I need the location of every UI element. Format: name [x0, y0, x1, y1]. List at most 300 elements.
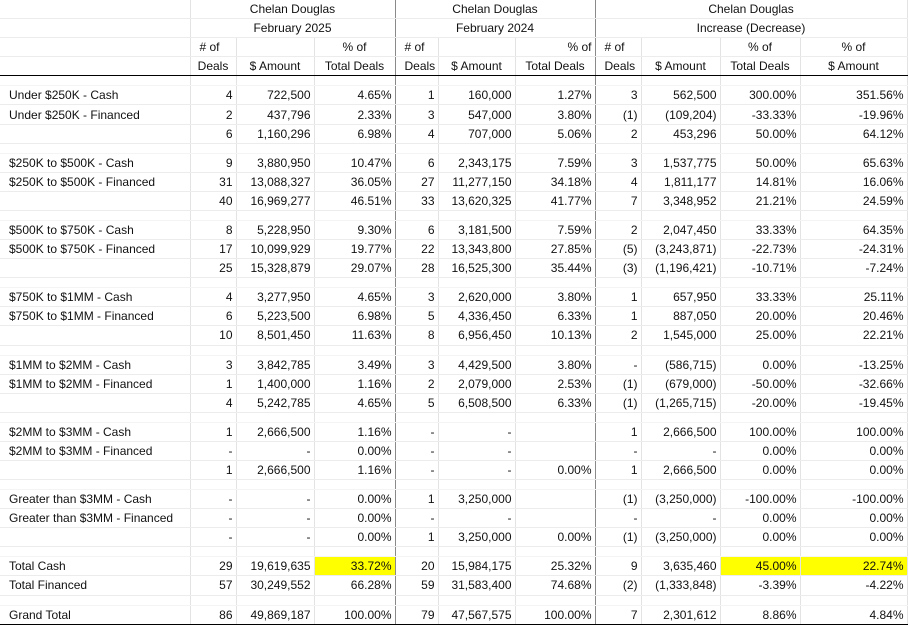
cell-value: -	[395, 422, 438, 441]
cell-value: -7.24%	[800, 259, 907, 278]
cell-value: 887,050	[641, 307, 720, 326]
cell-value: 7	[595, 605, 641, 624]
cell-value: 437,796	[236, 105, 314, 124]
cell-value: 1,160,296	[236, 124, 314, 143]
cell-value: 351.56%	[800, 86, 907, 105]
cell-value: 15,328,879	[236, 259, 314, 278]
cell-value: -	[595, 441, 641, 460]
cell-value: 49,869,187	[236, 605, 314, 624]
subtotal-row	[0, 191, 907, 210]
cell-value: -	[595, 509, 641, 528]
cell-value: 11,277,150	[438, 172, 515, 191]
cell-value: 64.35%	[800, 220, 907, 239]
cell-value: 0.00%	[314, 441, 395, 460]
col-header: # of	[395, 38, 438, 57]
cell-value: 547,000	[438, 105, 515, 124]
spacer-row	[0, 210, 907, 220]
row-label	[0, 191, 190, 210]
cell-value: -	[236, 490, 314, 509]
cell-value: 4	[595, 172, 641, 191]
cell-value: 2	[595, 326, 641, 345]
cell-value: 1	[595, 422, 641, 441]
subtotal-row	[0, 259, 907, 278]
cell-value: 45.00%	[720, 557, 800, 576]
row-label: $750K to $1MM - Financed	[0, 307, 190, 326]
col-header: % of	[515, 38, 595, 57]
cell-value: -3.39%	[720, 576, 800, 595]
cell-value: 1,811,177	[641, 172, 720, 191]
cell-value: 100.00%	[314, 605, 395, 624]
cell-value: -100.00%	[800, 490, 907, 509]
cell-value: 10	[190, 326, 236, 345]
cell-value: 50.00%	[720, 153, 800, 172]
cell-value: -13.25%	[800, 355, 907, 374]
cell-value: 15,984,175	[438, 557, 515, 576]
spacer-row	[0, 547, 907, 557]
cell-value: 1.27%	[515, 86, 595, 105]
row-label	[0, 124, 190, 143]
table-row	[0, 172, 907, 191]
cell-value: 6,956,450	[438, 326, 515, 345]
cell-value: -	[236, 509, 314, 528]
table-row	[0, 86, 907, 105]
row-label: $250K to $500K - Cash	[0, 153, 190, 172]
cell-value: 1.16%	[314, 422, 395, 441]
cell-value: 4,429,500	[438, 355, 515, 374]
row-label: Total Cash	[0, 557, 190, 576]
row-label: $1MM to $2MM - Financed	[0, 374, 190, 393]
cell-value: 2	[595, 124, 641, 143]
cell-value: 4.65%	[314, 288, 395, 307]
spacer-row	[0, 278, 907, 288]
cell-value: 28	[395, 259, 438, 278]
cell-value: 1	[395, 528, 438, 547]
table-row	[0, 490, 907, 509]
cell-value: 7.59%	[515, 220, 595, 239]
table-row	[0, 374, 907, 393]
cell-value: (3,250,000)	[641, 528, 720, 547]
cell-value: (2)	[595, 576, 641, 595]
cell-value: 5	[395, 393, 438, 412]
cell-value: 2,666,500	[641, 460, 720, 479]
cell-value: 5,223,500	[236, 307, 314, 326]
cell-value	[515, 509, 595, 528]
cell-value: 0.00%	[720, 509, 800, 528]
cell-value: 36.05%	[314, 172, 395, 191]
cell-value: 31	[190, 172, 236, 191]
cell-value: 64.12%	[800, 124, 907, 143]
col-header: % of	[314, 38, 395, 57]
cell-value: 57	[190, 576, 236, 595]
cell-value: 13,620,325	[438, 191, 515, 210]
cell-value: -	[438, 441, 515, 460]
row-label: Under $250K - Financed	[0, 105, 190, 124]
cell-value: 3	[190, 355, 236, 374]
cell-value: (1)	[595, 528, 641, 547]
cell-value: (3)	[595, 259, 641, 278]
cell-value: 8	[395, 326, 438, 345]
cell-value: (1)	[595, 490, 641, 509]
row-label	[0, 460, 190, 479]
cell-value: 6.98%	[314, 307, 395, 326]
cell-value: 1,537,775	[641, 153, 720, 172]
cell-value: 1	[595, 460, 641, 479]
cell-value: 3,635,460	[641, 557, 720, 576]
cell-value: 4.65%	[314, 393, 395, 412]
row-label: $500K to $750K - Cash	[0, 220, 190, 239]
row-label	[0, 393, 190, 412]
cell-value: 16,969,277	[236, 191, 314, 210]
cell-value: 13,088,327	[236, 172, 314, 191]
subtotal-row	[0, 460, 907, 479]
cell-value: 21.21%	[720, 191, 800, 210]
cell-value: 1.16%	[314, 374, 395, 393]
spacer-row	[0, 412, 907, 422]
total-row	[0, 557, 907, 576]
cell-value: 1	[595, 288, 641, 307]
cell-value: 0.00%	[800, 509, 907, 528]
cell-value	[515, 422, 595, 441]
cell-value: 1	[595, 307, 641, 326]
col-header	[236, 38, 314, 57]
grand-total-row	[0, 605, 907, 624]
cell-value: 3	[395, 288, 438, 307]
cell-value: 3,880,950	[236, 153, 314, 172]
table-row	[0, 288, 907, 307]
cell-value: 6	[190, 124, 236, 143]
cell-value: 4.65%	[314, 86, 395, 105]
total-row	[0, 576, 907, 595]
cell-value: -	[395, 460, 438, 479]
row-label	[0, 528, 190, 547]
header-row-titles	[0, 0, 907, 19]
cell-value: 20.46%	[800, 307, 907, 326]
cell-value: 1	[395, 86, 438, 105]
cell-value: 3,250,000	[438, 528, 515, 547]
col-header: % of	[720, 38, 800, 57]
cell-value: 2,301,612	[641, 605, 720, 624]
cell-value: 6.33%	[515, 393, 595, 412]
cell-value: -	[395, 509, 438, 528]
cell-value: (1)	[595, 393, 641, 412]
cell-value: 0.00%	[720, 355, 800, 374]
cell-value: 6	[395, 220, 438, 239]
cell-value: -22.73%	[720, 240, 800, 259]
cell-value: 0.00%	[314, 528, 395, 547]
cell-value: -	[190, 490, 236, 509]
col-header	[438, 38, 515, 57]
cell-value: -	[190, 528, 236, 547]
cell-value: 4	[190, 393, 236, 412]
header-row-colnames-1	[0, 38, 907, 57]
cell-value: 1	[190, 422, 236, 441]
cell-value: -10.71%	[720, 259, 800, 278]
cell-value: 24.59%	[800, 191, 907, 210]
cell-value: 22.21%	[800, 326, 907, 345]
cell-value: 1	[190, 460, 236, 479]
cell-value: 9.30%	[314, 220, 395, 239]
col-header: # of	[190, 38, 236, 57]
cell-value: 19,619,635	[236, 557, 314, 576]
col-header: Deals	[395, 57, 438, 76]
cell-value: -	[190, 441, 236, 460]
cell-value: 1.16%	[314, 460, 395, 479]
cell-value: 25.00%	[720, 326, 800, 345]
cell-value: (1,333,848)	[641, 576, 720, 595]
col-header: Total Deals	[515, 57, 595, 76]
cell-value: 2,666,500	[236, 422, 314, 441]
cell-value: 3,348,952	[641, 191, 720, 210]
cell-value: 2,343,175	[438, 153, 515, 172]
cell-value: 1	[395, 490, 438, 509]
cell-value: 707,000	[438, 124, 515, 143]
cell-value: 0.00%	[515, 528, 595, 547]
cell-value: 3,250,000	[438, 490, 515, 509]
col-header: $ Amount	[641, 57, 720, 76]
cell-value: 27	[395, 172, 438, 191]
cell-value: -	[438, 509, 515, 528]
cell-value: 10.13%	[515, 326, 595, 345]
header-row-colnames-2	[0, 57, 907, 76]
cell-value: 100.00%	[800, 422, 907, 441]
cell-value: 16.06%	[800, 172, 907, 191]
col-header: $ Amount	[236, 57, 314, 76]
cell-value: (1)	[595, 105, 641, 124]
cell-value: 2	[190, 105, 236, 124]
cell-value: -	[595, 355, 641, 374]
cell-value: 30,249,552	[236, 576, 314, 595]
cell-value: -4.22%	[800, 576, 907, 595]
cell-value: 2,079,000	[438, 374, 515, 393]
row-label	[0, 259, 190, 278]
cell-value: 562,500	[641, 86, 720, 105]
cell-value: -	[236, 528, 314, 547]
spacer-row	[0, 76, 907, 86]
cell-value: 3.49%	[314, 355, 395, 374]
col-header: % of	[800, 38, 907, 57]
cell-value: 10.47%	[314, 153, 395, 172]
subtotal-row	[0, 393, 907, 412]
cell-value: 4	[190, 86, 236, 105]
row-label: $500K to $750K - Financed	[0, 240, 190, 259]
cell-value: 50.00%	[720, 124, 800, 143]
cell-value: 4.84%	[800, 605, 907, 624]
table-row	[0, 441, 907, 460]
cell-value: 33.72%	[314, 557, 395, 576]
cell-value: 0.00%	[800, 460, 907, 479]
col-header: Total Deals	[314, 57, 395, 76]
spacer-row	[0, 345, 907, 355]
cell-value: (3,250,000)	[641, 490, 720, 509]
header-row-subtitles	[0, 19, 907, 38]
cell-value: 4	[395, 124, 438, 143]
row-label: $2MM to $3MM - Cash	[0, 422, 190, 441]
cell-value: 0.00%	[314, 509, 395, 528]
cell-value: 5.06%	[515, 124, 595, 143]
cell-value: -	[190, 509, 236, 528]
row-label: Under $250K - Cash	[0, 86, 190, 105]
cell-value: 20	[395, 557, 438, 576]
col-header: Deals	[595, 57, 641, 76]
cell-value: 2,047,450	[641, 220, 720, 239]
table-row	[0, 240, 907, 259]
cell-value: 1,545,000	[641, 326, 720, 345]
subtotal-row	[0, 326, 907, 345]
period-2024-title: Chelan Douglas	[395, 0, 595, 19]
col-header: $ Amount	[800, 57, 907, 76]
cell-value: 17	[190, 240, 236, 259]
cell-value: 11.63%	[314, 326, 395, 345]
cell-value: -	[236, 441, 314, 460]
cell-value: 1	[190, 374, 236, 393]
period-2025-title: Chelan Douglas	[190, 0, 395, 19]
cell-value: 6,508,500	[438, 393, 515, 412]
cell-value: 13,343,800	[438, 240, 515, 259]
cell-value: 86	[190, 605, 236, 624]
cell-value: 3.80%	[515, 288, 595, 307]
cell-value: -	[641, 509, 720, 528]
table-row	[0, 422, 907, 441]
cell-value: 7	[595, 191, 641, 210]
cell-value: 3	[595, 86, 641, 105]
cell-value: 2,666,500	[236, 460, 314, 479]
cell-value: (5)	[595, 240, 641, 259]
cell-value: -20.00%	[720, 393, 800, 412]
cell-value: -100.00%	[720, 490, 800, 509]
cell-value: 40	[190, 191, 236, 210]
cell-value: 722,500	[236, 86, 314, 105]
period-change-title: Chelan Douglas	[595, 0, 907, 19]
cell-value: -19.45%	[800, 393, 907, 412]
subtotal-row	[0, 124, 907, 143]
cell-value: 10,099,929	[236, 240, 314, 259]
cell-value: 4,336,450	[438, 307, 515, 326]
row-label	[0, 326, 190, 345]
cell-value: 25.11%	[800, 288, 907, 307]
cell-value: 0.00%	[800, 441, 907, 460]
cell-value: -32.66%	[800, 374, 907, 393]
cell-value: 5	[395, 307, 438, 326]
spacer-row	[0, 595, 907, 605]
cell-value: 100.00%	[515, 605, 595, 624]
cell-value: 3,842,785	[236, 355, 314, 374]
cell-value: 27.85%	[515, 240, 595, 259]
cell-value: -50.00%	[720, 374, 800, 393]
cell-value: 8.86%	[720, 605, 800, 624]
cell-value: 19.77%	[314, 240, 395, 259]
cell-value: 0.00%	[720, 528, 800, 547]
cell-value: 33	[395, 191, 438, 210]
cell-value: 2,666,500	[641, 422, 720, 441]
cell-value: 2.33%	[314, 105, 395, 124]
cell-value: (679,000)	[641, 374, 720, 393]
cell-value: 3,277,950	[236, 288, 314, 307]
cell-value: 9	[595, 557, 641, 576]
cell-value: 16,525,300	[438, 259, 515, 278]
cell-value: 0.00%	[720, 441, 800, 460]
table-row	[0, 220, 907, 239]
cell-value: 41.77%	[515, 191, 595, 210]
cell-value: (1)	[595, 374, 641, 393]
cell-value: (1,265,715)	[641, 393, 720, 412]
cell-value: 8	[190, 220, 236, 239]
cell-value: 74.68%	[515, 576, 595, 595]
cell-value: (3,243,871)	[641, 240, 720, 259]
cell-value: 3,181,500	[438, 220, 515, 239]
cell-value: 0.00%	[515, 460, 595, 479]
cell-value: 3	[595, 153, 641, 172]
cell-value: 29.07%	[314, 259, 395, 278]
cell-value: -	[395, 441, 438, 460]
col-header	[641, 38, 720, 57]
spacer-row	[0, 143, 907, 153]
cell-value: 65.63%	[800, 153, 907, 172]
table-row	[0, 355, 907, 374]
col-header: $ Amount	[438, 57, 515, 76]
cell-value: 29	[190, 557, 236, 576]
col-header: Deals	[190, 57, 236, 76]
row-label: Greater than $3MM - Financed	[0, 509, 190, 528]
table-row	[0, 153, 907, 172]
table-row	[0, 307, 907, 326]
col-header: Total Deals	[720, 57, 800, 76]
cell-value: 59	[395, 576, 438, 595]
cell-value: 8,501,450	[236, 326, 314, 345]
cell-value: 35.44%	[515, 259, 595, 278]
cell-value: 25	[190, 259, 236, 278]
cell-value: 6.98%	[314, 124, 395, 143]
row-label: $2MM to $3MM - Financed	[0, 441, 190, 460]
cell-value: 3	[395, 355, 438, 374]
cell-value: -	[641, 441, 720, 460]
cell-value: 66.28%	[314, 576, 395, 595]
cell-value: (586,715)	[641, 355, 720, 374]
cell-value: 2,620,000	[438, 288, 515, 307]
cell-value: 33.33%	[720, 288, 800, 307]
cell-value: 5,228,950	[236, 220, 314, 239]
cell-value: 46.51%	[314, 191, 395, 210]
table-row	[0, 105, 907, 124]
cell-value: 3	[395, 105, 438, 124]
cell-value: -	[438, 422, 515, 441]
row-label: Grand Total	[0, 605, 190, 624]
table-row	[0, 509, 907, 528]
cell-value: 7.59%	[515, 153, 595, 172]
cell-value: 0.00%	[314, 490, 395, 509]
row-label: $1MM to $2MM - Cash	[0, 355, 190, 374]
cell-value: 300.00%	[720, 86, 800, 105]
cell-value: 0.00%	[720, 460, 800, 479]
cell-value: 1,400,000	[236, 374, 314, 393]
cell-value: 22.74%	[800, 557, 907, 576]
cell-value: 6.33%	[515, 307, 595, 326]
cell-value: (1,196,421)	[641, 259, 720, 278]
cell-value: 20.00%	[720, 307, 800, 326]
cell-value: 3.80%	[515, 355, 595, 374]
cell-value: 453,296	[641, 124, 720, 143]
cell-value: 6	[395, 153, 438, 172]
cell-value	[515, 441, 595, 460]
cell-value: 31,583,400	[438, 576, 515, 595]
cell-value: -	[438, 460, 515, 479]
cell-value: 6	[190, 307, 236, 326]
cell-value: 47,567,575	[438, 605, 515, 624]
cell-value: (109,204)	[641, 105, 720, 124]
col-header: # of	[595, 38, 641, 57]
cell-value: 22	[395, 240, 438, 259]
cell-value: 3.80%	[515, 105, 595, 124]
cell-value: 0.00%	[800, 528, 907, 547]
